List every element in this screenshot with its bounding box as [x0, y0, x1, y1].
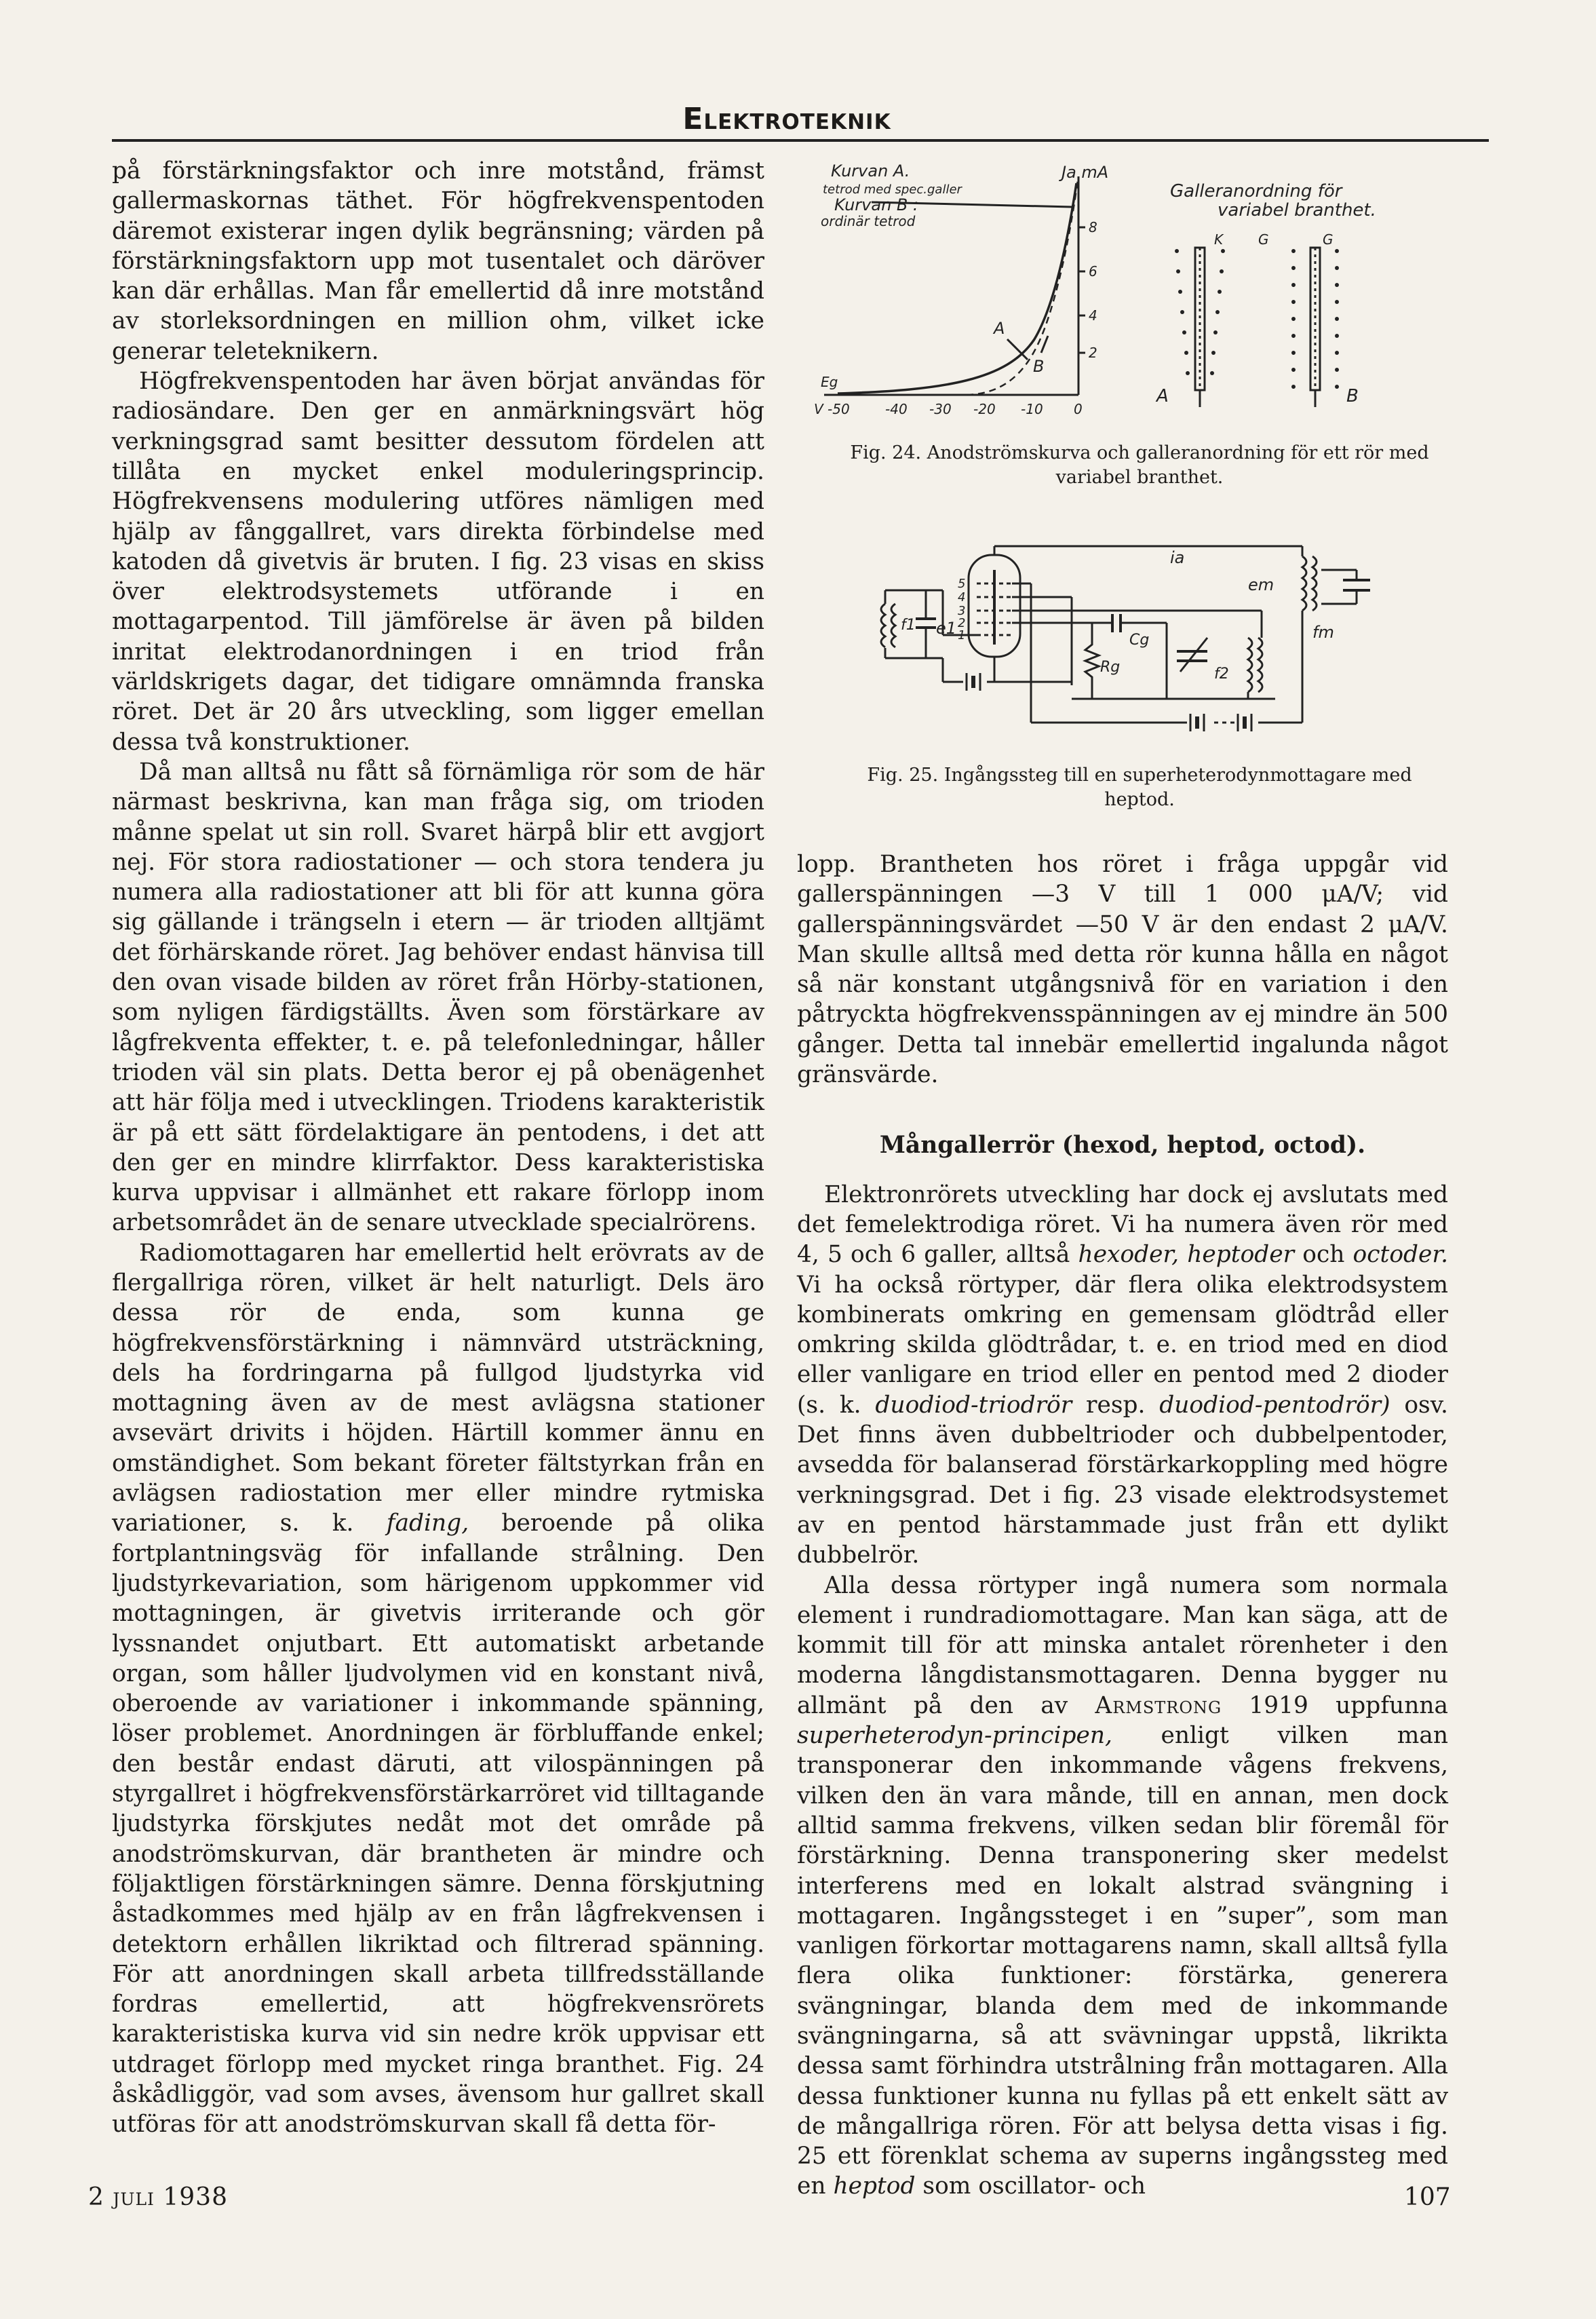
- footer-date: 2 juli 1938: [88, 2183, 228, 2211]
- y-unit: Ja mA: [1062, 163, 1109, 182]
- grid-a-label: A: [1156, 386, 1169, 406]
- section-heading: Mångallerrör (hexod, heptod, octod).: [879, 1132, 1366, 1160]
- grid-number: 4: [958, 590, 966, 605]
- label-em: em: [1248, 575, 1274, 594]
- label-rg: Rg: [1100, 659, 1121, 676]
- figure-24: [811, 156, 1452, 421]
- paragraph: Elektronrörets utveckling har dock ej avslutats med det femelektrodiga röret. Vi ha numera även rör med 4, 5 och 6 galler, alltså hexoder, heptoder och octoder. Vi ha också rörtyper, där flera olika elektrodsystem kombinerats omkring en gemensam glödtråd eller omkring skilda glödtrådar, t. e. en triod med en diod eller vanligare en triod eller en pentod med 2 dioder (s. k. duodiod-triodrör resp. duodiod-pentodrör) osv. Det finns även dubbeltrioder och dubbelpentoder, avsedda för balanserad förstärkarkoppling med högre verkningsgrad. Det i fig. 23 visade elektrodsystemet av en pentod härstammade just från ett dylikt dubbelrör.: [797, 1181, 1448, 1569]
- y-tick: 6: [1089, 263, 1097, 280]
- x-tick: -30: [929, 401, 952, 417]
- paragraph: på förstärkningsfaktor och inre motstånd, främst gallermaskornas täthet. För högfrekvenspentoden däremot existerar ingen dylik begränsning; värden på förstärkningsfaktorn upp mot tusentalet och däröver kan där erhållas. Man får emellertid då inre motstånd av storleksordningen en million ohm, vilket icke generar teleteknikern.: [112, 157, 764, 365]
- label-curve-a: Kurvan A.: [831, 161, 910, 180]
- label-fm: fm: [1312, 623, 1334, 642]
- y-tick: 2: [1089, 345, 1097, 361]
- label-curve-b-desc: ordinär tetrod: [821, 213, 916, 229]
- mark-b: B: [1033, 357, 1045, 376]
- label-f1: f1: [901, 617, 916, 634]
- x-tick: V -50: [814, 401, 850, 417]
- label-cg: Cg: [1129, 632, 1150, 649]
- grid-k-label: K: [1214, 231, 1224, 248]
- grid-number: 1: [958, 628, 966, 643]
- paragraph: Då man alltså nu fått så förnämliga rör som de här närmast beskrivna, kan man fråga sig, om trioden månne spelat ut sin roll. Svaret härpå blir ett avgjort nej. För stora radiostationer — och stora tendera ju numera alla radiostationer att bli för att kunna göra sig gällande i trängseln i etern — är trioden alltjämt det förhärskande röret. Jag behöver endast hänvisa till den ovan visade bilden av röret från Hörby-stationen, som nyligen färdigställts. Även som förstärkare av lågfrekventa effekter, t. e. på telefonledningar, håller trioden väl sin plats. Detta beror ej på obenägenhet att här följa med i utvecklingen. Triodens karakteristik är på ett sätt fördelaktigare än pentodens, i det att den ger en mindre klirrfaktor. Dess karakteristiska kurva uppvisar i allmänhet ett rakare förlopp inom arbetsområdet än de senare utvecklade specialrörens.: [112, 758, 764, 1237]
- grid-number: 3: [958, 604, 966, 618]
- x-tick: -20: [973, 401, 996, 417]
- label-e1: e1: [936, 619, 957, 638]
- figure-24-caption: Fig. 24. Anodströmskurva och galleranordning för ett rör med variabel branthet.: [850, 442, 1429, 488]
- label-curve-b: Kurvan B :: [834, 195, 919, 214]
- figure-25-caption: Fig. 25. Ingångssteg till en superheterodynmottagare med heptod.: [867, 765, 1412, 810]
- y-tick: 4: [1089, 307, 1097, 324]
- grid-g-label: G: [1323, 231, 1334, 248]
- right-column: [797, 849, 1448, 2202]
- x-tick: 0: [1074, 401, 1083, 417]
- grid-number: 2: [958, 616, 966, 630]
- figure-25: [868, 543, 1418, 767]
- label-f2: f2: [1214, 666, 1229, 683]
- x-tick: -10: [1021, 401, 1043, 417]
- left-column: [112, 156, 764, 2140]
- x-tick: -40: [885, 401, 908, 417]
- paragraph: Högfrekvenspentoden har även börjat användas för radiosändare. Den ger en anmärkningsvärt hög verkningsgrad samt besitter dessutom fördelen att tillåta en mycket enkel moduleringsprincip. Högfrekvensens modulering utföres nämligen med hjälp av fånggallret, vars direkta förbindelse med katoden då givetvis är bruten. I fig. 23 visas en skiss över elektrodsystemets utförande i en mottagarpentod. Till jämförelse är även på bilden inritat elektrodanordningen i en triod från världskrigets dagar, det tidigare omnämnda franska röret. Det är 20 års utveckling, som ligger emellan dessa två konstruktioner.: [112, 368, 764, 756]
- paragraph: lopp. Brantheten hos röret i fråga uppgår vid gallerspänningen —3 V till 1 000 μA/V; vid gallerspänningsvärdet —50 V är den endast 2 μA/V. Man skulle alltså med detta rör kunna hålla en något så när konstant utgångsnivå för en variation i den påtryckta högfrekvensspänningen av ej mindre än 500 gånger. Detta tal innebär emellertid ingalunda något gränsvärde.: [797, 851, 1448, 1089]
- label-curve-a-desc: tetrod med spec.galler: [823, 183, 962, 197]
- grid-g-label: G: [1258, 231, 1269, 248]
- mark-a: A: [994, 319, 1005, 338]
- grid-number: 5: [958, 577, 966, 591]
- grid-title-line2: variabel branthet.: [1218, 200, 1376, 221]
- header-rule: [112, 139, 1489, 142]
- label-ia: ia: [1170, 548, 1185, 567]
- x-label: Eg: [821, 374, 838, 390]
- grid-b-label: B: [1346, 386, 1359, 406]
- y-tick: 8: [1089, 219, 1097, 235]
- paragraph: Alla dessa rörtyper ingå numera som normala element i rundradiomottagare. Man kan säga, att de kommit till för att minska antalet rörenheter i den moderna långdistansmottagaren. Denna bygger nu allmänt på den av Armstrong 1919 uppfunna superheterodyn-principen, enligt vilken man transponerar den inkommande vågens frekvens, vilken den än vara månde, till en annan, men dock alltid samma frekvens, vilken sedan blir föremål för förstärkning. Denna transponering sker medelst interferens med en lokalt alstrad svängning i mottagaren. Ingångssteget i en ”super”, som man vanligen förkortar mottagarens namn, skall alltså fylla flera olika funktioner: förstärka, generera svängningar, blanda dem med de inkommande svängningarna, så att svävningar uppstå, likrikta dessa samt förhindra utstrålning från mottagaren. Alla dessa funktioner kunna nu fyllas på ett enkelt sätt av de mångallriga rören. För att belysa detta visas i fig. 25 ett förenklat schema av superns ingångssteg med en heptod som oscillator- och: [797, 1571, 1448, 2200]
- grid-title-line1: Galleranordning för: [1170, 181, 1342, 202]
- page-number: 107: [1404, 2183, 1451, 2211]
- running-header: Elektroteknik: [682, 102, 891, 136]
- paragraph: Radiomottagaren har emellertid helt erövrats av de flergallriga rören, vilket är helt naturligt. Dels äro dessa rör de enda, som kunna ge högfrekvensförstärkning i nämnvärd utsträckning, dels ha fordringarna på fullgod ljudstyrka vid mottagning även av de mest avlägsna stationer avsevärt drivits i höjden. Härtill kommer ännu en omständighet. Som bekant företer fältstyrkan från en avlägsen radiostation mer eller mindre rytmiska variationer, s. k. fading, beroende på olika fortplantningsväg för infallande strålning. Den ljudstyrkevariation, som härigenom uppkommer vid mottagningen, är givetvis irriterande och gör lyssnandet onjutbart. Ett automatiskt arbetande organ, som håller ljudvolymen vid en konstant nivå, oberoende av variationer i inkommande spänning, löser problemet. Anordningen är förbluffande enkel; den består endast däruti, att vilospänningen på styrgallret i högfrekvensförstärkarröret vid tilltagande ljudstyrka förskjutes nedåt mot det område på anodströmskurvan, där brantheten är mindre och följaktligen förstärkningen sämre. Denna förskjutning åstadkommes med hjälp av en från lågfrekvensen i detektorn erhållen likriktad och filtrerad spänning. För att anordningen skall arbeta tillfredsställande fordras emellertid, att högfrekvensrörets karakteristiska kurva vid sin nedre krök uppvisar ett utdraget förlopp med mycket ringa branthet. Fig. 24 åskådliggör, vad som avses, ävensom hur gallret skall utföras för att anodströmskurvan skall få detta för-: [112, 1239, 764, 2139]
